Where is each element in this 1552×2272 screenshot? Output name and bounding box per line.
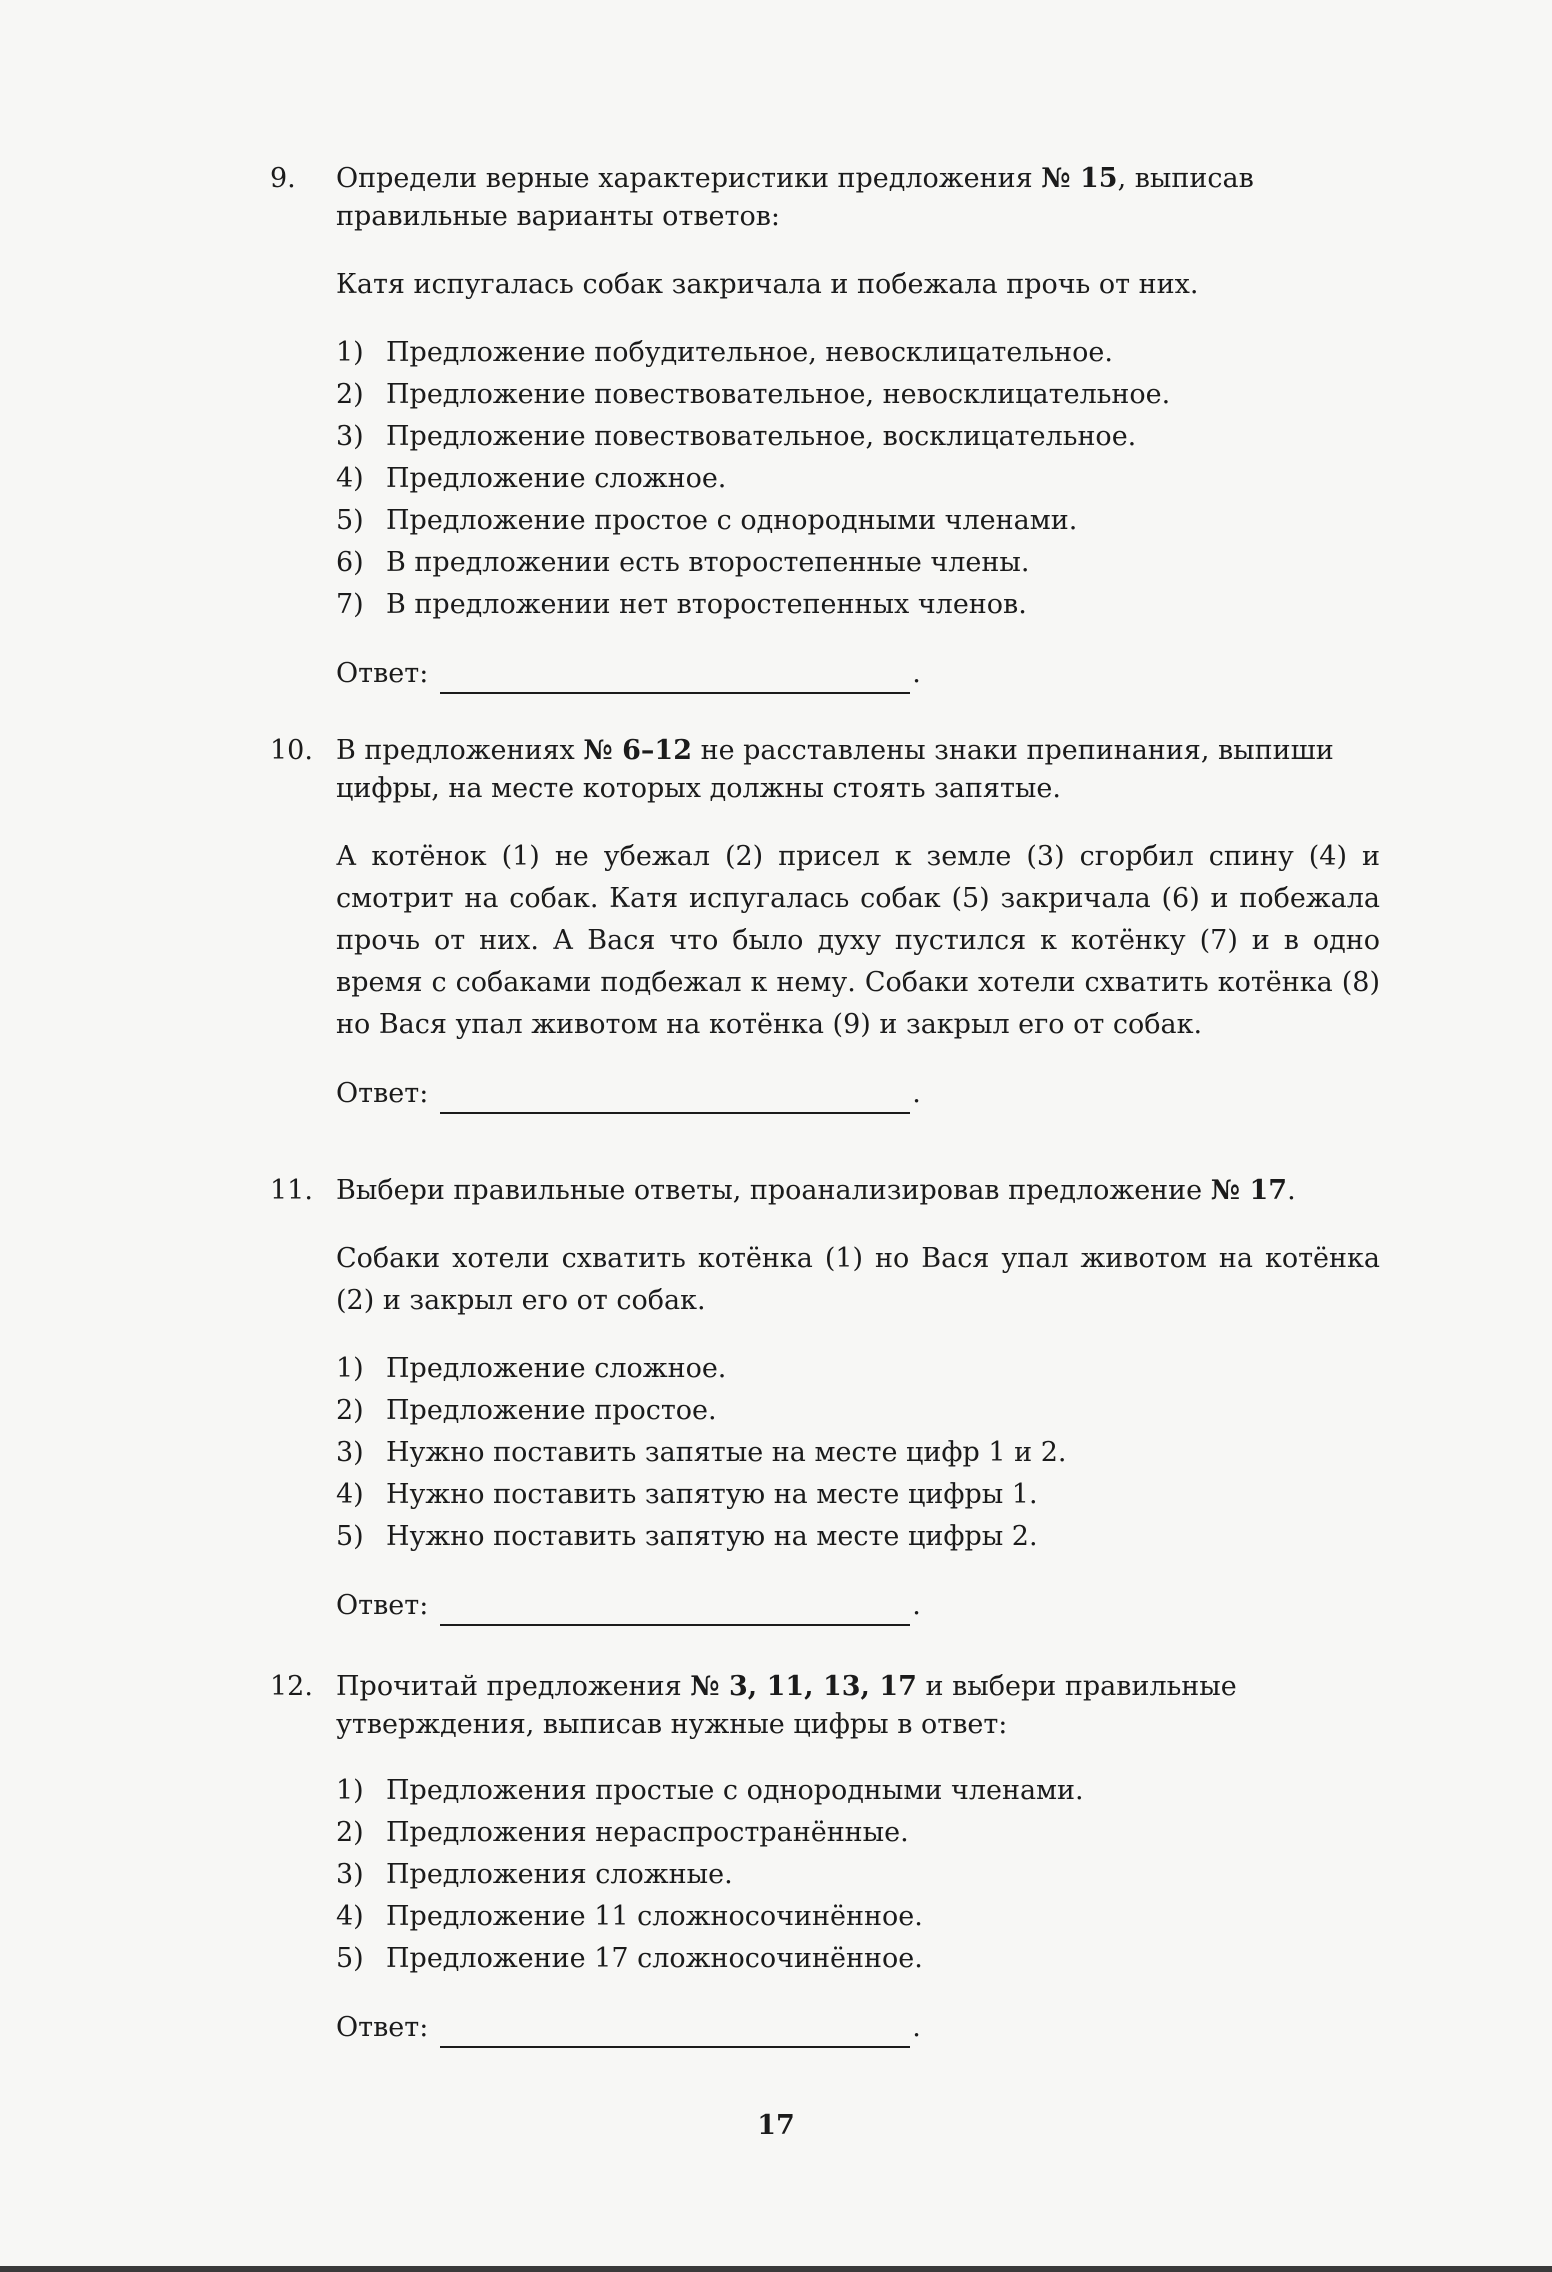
option-item[interactable]: 1) Предложение сложное. — [336, 1353, 727, 1384]
option-item[interactable]: 2) Предложение повествовательное, невосклицательное. — [336, 379, 1171, 410]
option-item[interactable]: 1) Предложения простые с однородными членами. — [336, 1775, 1084, 1806]
answer-field[interactable] — [440, 2016, 910, 2048]
sentence-reference: № 3, 11, 13, 17 — [690, 1671, 917, 1702]
answer-row: Ответ: . — [336, 1074, 1380, 1114]
task-11 — [270, 1172, 1380, 1626]
task-sentence: Катя испугалась собак закричала и побежала прочь от них. — [336, 269, 1199, 300]
answer-row: Ответ: . — [336, 1586, 1380, 1626]
option-item[interactable]: 3) Нужно поставить запятые на месте цифр 1 и 2. — [336, 1437, 1067, 1468]
task-question: 10. В предложениях № 6–12 не расставлены знаки препинания, выпиши цифры, на месте которых должны стоять запятые. — [270, 732, 1380, 808]
task-number: 9. — [270, 163, 296, 194]
option-item[interactable]: 4) Предложение сложное. — [336, 463, 727, 494]
option-item[interactable]: 4) Нужно поставить запятую на месте цифры 1. — [336, 1479, 1038, 1510]
answer-field[interactable] — [440, 1594, 910, 1626]
page-number: 17 — [757, 2110, 795, 2141]
task-number: 12. — [270, 1671, 313, 1702]
answer-label: Ответ: — [336, 658, 429, 689]
answer-label: Ответ: — [336, 1590, 429, 1621]
options-list — [336, 332, 1380, 626]
task-text-passage: А котёнок (1) не убежал (2) присел к земле (3) сгорбил спину (4) и смотрит на собак. Катя испугалась собак (5) закричала (6) и побежала прочь от них. А Вася что было духу пустился к котёнку (7) и в одно время с собаками подбежал к нему. Собаки хотели схватить котёнка (8) но Вася упал животом на котёнка (9) и закрыл его от собак. — [336, 841, 1380, 1040]
sentence-reference: № 6–12 — [583, 735, 692, 766]
task-number: 10. — [270, 735, 313, 766]
answer-row: Ответ: . — [336, 2008, 1380, 2048]
option-item[interactable]: 5) Нужно поставить запятую на месте цифры 2. — [336, 1521, 1038, 1552]
task-sentence: Собаки хотели схватить котёнка (1) но Вася упал животом на котёнка (2) и закрыл его от собак. — [336, 1243, 1380, 1316]
scan-edge-divider — [0, 2266, 1552, 2272]
options-list — [336, 1770, 1380, 1980]
option-item[interactable]: 1) Предложение побудительное, невосклицательное. — [336, 337, 1113, 368]
task-question: 12. Прочитай предложения № 3, 11, 13, 17 и выбери правильные утверждения, выписав нужные цифры в ответ: — [270, 1668, 1380, 1744]
option-item[interactable]: 7) В предложении нет второстепенных членов. — [336, 589, 1027, 620]
sentence-reference: № 15 — [1041, 163, 1118, 194]
option-item[interactable]: 2) Предложение простое. — [336, 1395, 717, 1426]
sentence-reference: № 17 — [1210, 1175, 1288, 1206]
option-item[interactable]: 3) Предложение повествовательное, восклицательное. — [336, 421, 1137, 452]
option-item[interactable]: 4) Предложение 11 сложносочинённое. — [336, 1901, 923, 1932]
answer-field[interactable] — [440, 662, 910, 694]
option-item[interactable]: 5) Предложение простое с однородными членами. — [336, 505, 1078, 536]
task-12 — [270, 1668, 1380, 2048]
option-item[interactable]: 3) Предложения сложные. — [336, 1859, 733, 1890]
answer-field[interactable] — [440, 1082, 910, 1114]
task-question: 9. Определи верные характеристики предложения № 15, выписав правильные варианты ответов: — [270, 160, 1380, 236]
answer-label: Ответ: — [336, 1078, 429, 1109]
option-item[interactable]: 5) Предложение 17 сложносочинённое. — [336, 1943, 923, 1974]
options-list — [336, 1348, 1380, 1558]
task-9 — [270, 160, 1380, 694]
task-number: 11. — [270, 1175, 313, 1206]
task-question: 11. Выбери правильные ответы, проанализировав предложение № 17. — [270, 1172, 1380, 1210]
task-10 — [270, 732, 1380, 1114]
option-item[interactable]: 6) В предложении есть второстепенные члены. — [336, 547, 1030, 578]
option-item[interactable]: 2) Предложения нераспространённые. — [336, 1817, 909, 1848]
answer-label: Ответ: — [336, 2012, 429, 2043]
answer-row: Ответ: . — [336, 654, 1380, 694]
